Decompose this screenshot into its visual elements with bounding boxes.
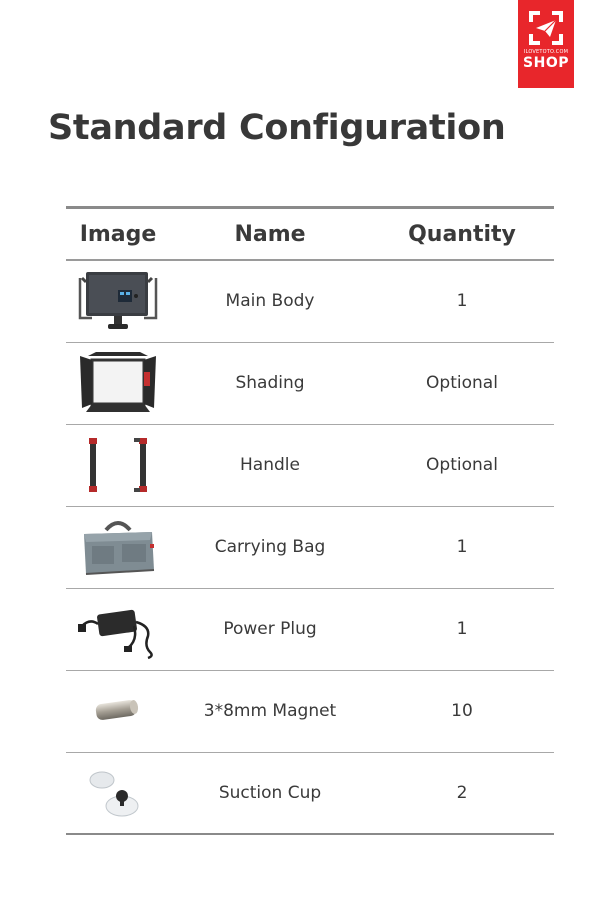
header-image: Image <box>79 221 157 247</box>
table-row-handle <box>66 424 554 506</box>
item-quantity: 1 <box>456 537 468 557</box>
item-name: Carrying Bag <box>214 537 326 557</box>
item-quantity: 10 <box>451 701 473 721</box>
barn-door-shading-icon <box>78 350 158 416</box>
table-row-suction-cup <box>66 752 554 834</box>
image-cell <box>66 752 170 834</box>
header-quantity: Quantity <box>408 221 516 247</box>
handle-icon <box>78 432 158 498</box>
image-cell <box>66 670 170 752</box>
table-row-carrying-bag <box>66 506 554 588</box>
item-name: Shading <box>235 373 305 393</box>
table-row-magnet <box>66 670 554 752</box>
table-row-power-plug <box>66 588 554 670</box>
table-header-row <box>66 208 554 261</box>
shop-logo[interactable] <box>518 0 574 88</box>
image-cell <box>66 506 170 588</box>
item-quantity: Optional <box>426 373 498 393</box>
item-name: Power Plug <box>223 619 317 639</box>
paper-plane-frame-icon <box>528 10 564 46</box>
item-name: Handle <box>240 455 300 475</box>
table-row-shading <box>66 342 554 424</box>
header-name: Name <box>234 221 306 247</box>
image-cell <box>66 260 170 342</box>
magnet-icon <box>78 678 158 744</box>
table-row-main-body <box>66 260 554 342</box>
logo-site-text: ILOVETOTO.COM <box>523 49 569 55</box>
logo-shop-text: SHOP <box>523 55 569 71</box>
item-name: Suction Cup <box>218 782 322 803</box>
image-cell <box>66 342 170 424</box>
page-title: Standard Configuration <box>48 108 506 148</box>
carrying-bag-icon <box>78 514 158 580</box>
item-quantity: 2 <box>456 782 468 803</box>
item-name: 3*8mm Magnet <box>203 701 337 721</box>
led-panel-icon <box>78 268 158 334</box>
item-quantity: 1 <box>456 291 468 312</box>
image-cell <box>66 424 170 506</box>
item-name: Main Body <box>225 291 315 312</box>
item-quantity: Optional <box>426 455 498 475</box>
image-cell <box>66 588 170 670</box>
power-adapter-icon <box>78 596 158 662</box>
item-quantity: 1 <box>456 619 468 639</box>
configuration-table <box>66 206 554 835</box>
suction-cup-icon <box>78 760 158 826</box>
